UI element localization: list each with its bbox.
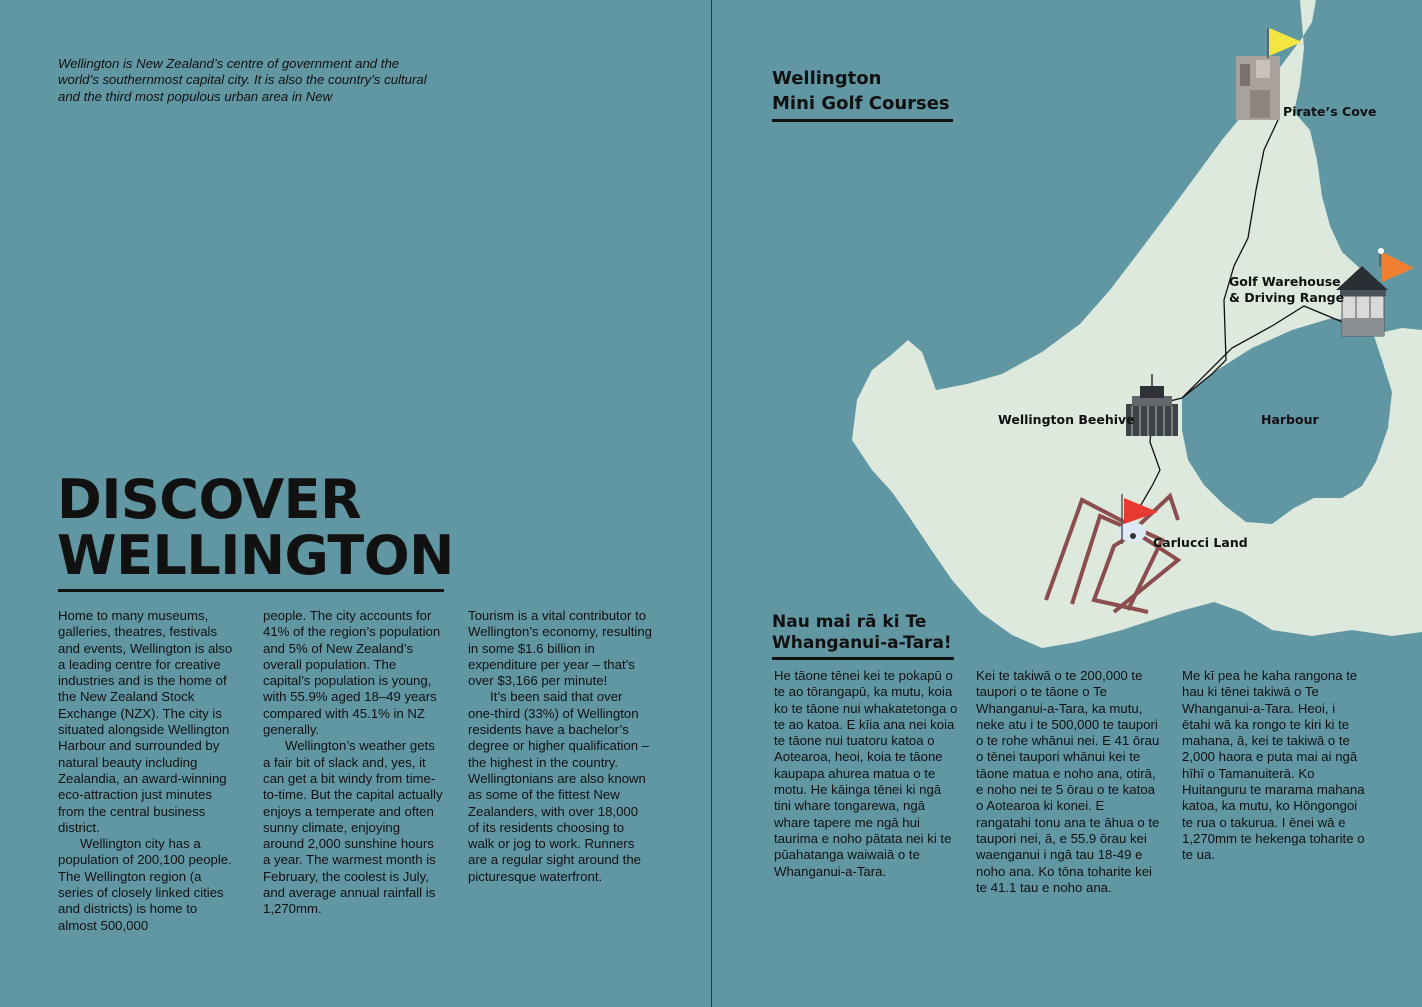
body-paragraph: Tourism is a vital contributor to Wellington’s economy, resulting in some $1.6 billion in expenditure per year – that’s over $3,166 per minute! — [468, 608, 652, 689]
body-column-3 — [468, 608, 652, 885]
label-beehive: Wellington Beehive — [998, 412, 1135, 427]
headline-line-2: WELLINGTON — [57, 524, 454, 587]
map-title-line-2: Mini Golf Courses — [772, 93, 950, 114]
maori-column-1: He tāone tēnei kei te pokapū o te ao tōrangapū, ka mutu, koia ko te tāone nui whakatetonga o te ao katoa. E kīia ana nei koia te tāone nui tuatoru katoa o Aotearoa, heoi, koia te tāone kaupapa ahurea matua o te motu. He kāinga tēnei ki ngā tini whare tongarewa, ngā whare tapere me ngā hui taurima e noho pātata nei ki te pūahatanga waiwaiā o te Whanganui-a-Tara. — [774, 668, 958, 879]
maori-title-underline — [772, 657, 954, 660]
maori-title — [772, 612, 952, 654]
body-paragraph: Home to many museums, galleries, theatres, festivals and events, Wellington is also a leading centre for creative industries and is the home of the New Zealand Stock Exchange (NZX). The city is situated alongside Wellington Harbour and surrounded by natural beauty including Zealandia, an award-winning eco-attraction just minutes from the central business district. — [58, 608, 233, 835]
headline-underline — [58, 589, 444, 592]
label-golf-warehouse-line-1: Golf Warehouse — [1229, 274, 1341, 289]
maori-title-line-1: Nau mai rā ki Te — [772, 612, 927, 632]
body-column-1 — [58, 608, 238, 934]
intro-text: Wellington is New Zealand’s centre of government and the world’s southernmost capital city. It is also the country’s cultural and the third most populous urban area in New — [58, 56, 427, 104]
label-carlucci-land: Carlucci Land — [1153, 535, 1248, 550]
map-title — [772, 66, 950, 116]
label-pirates-cove: Pirate’s Cove — [1283, 104, 1377, 119]
map-title-line-1: Wellington — [772, 68, 882, 89]
body-paragraph: Wellington city has a population of 200,100 people. The Wellington region (a series of closely linked cities and districts) is home to almost 500,000 — [58, 836, 232, 933]
label-golf-warehouse — [1229, 274, 1344, 305]
page-headline — [57, 468, 454, 587]
maori-column-3: Me kī pea he kaha rangona te hau ki tēnei takiwā o Te Whanganui-a-Tara. Heoi, i ētahi wā ka rongo te kiri ki te mahana, ā, kei te takiwā o te 2,000 haora e puta mai ai ngā hīhī o Tamanuiterā. Ko Huitanguru te marama mahana katoa, ka mutu, ko Hōngongoi te rua o takurua. I ēnei wā e 1,270mm te hekenga toharite o te ua. — [1182, 668, 1365, 863]
map-title-underline — [772, 119, 953, 122]
headline-line-1: DISCOVER — [57, 468, 362, 531]
body-paragraph: people. The city accounts for 41% of the region’s population and 5% of New Zealand’s overall population. The capital’s population is young, with 55.9% aged 18–49 years compared with 45.1% in NZ generally. — [263, 608, 441, 738]
maori-column-2: Kei te takiwā o te 200,000 te taupori o te tāone o Te Whanganui-a-Tara, ka mutu, neke atu i te 500,000 te taupori o te rohe whānui nei. E 41 ōrau o tēnei taupori whānui kei te tāone matua e noho ana, otirā, e noho nei te 5 ōrau o te katoa o Aotearoa ki konei. E rangatahi tonu ana te āhua o te taupori nei, ā, e 55.9 ōrau kei waenganui i ngā tau 18-49 e noho ana. Ko tōna toharite kei te 41.1 tau e noho ana. — [976, 668, 1160, 895]
label-harbour: Harbour — [1261, 412, 1319, 427]
body-paragraph: Wellington’s weather gets a fair bit of slack and, yes, it can get a bit windy from time-to-time. But the capital actually enjoys a temperate and often sunny climate, enjoying around 2,000 sunshine hours a year. The warmest month is February, the coolest is July, and average annual rainfall is 1,270mm. — [263, 738, 443, 917]
body-paragraph: It’s been said that over one-third (33%) of Wellington residents have a bachelor’s degree or higher qualification – the highest in the country. Wellingtonians are also known as some of the fittest New Zealanders, with over 18,000 of its residents choosing to walk or jog to work. Runners are a regular sight around the picturesque waterfront. — [468, 689, 650, 884]
maori-title-line-2: Whanganui-a-Tara! — [772, 633, 952, 653]
label-golf-warehouse-line-2: & Driving Range — [1229, 289, 1345, 305]
body-column-2 — [263, 608, 443, 918]
